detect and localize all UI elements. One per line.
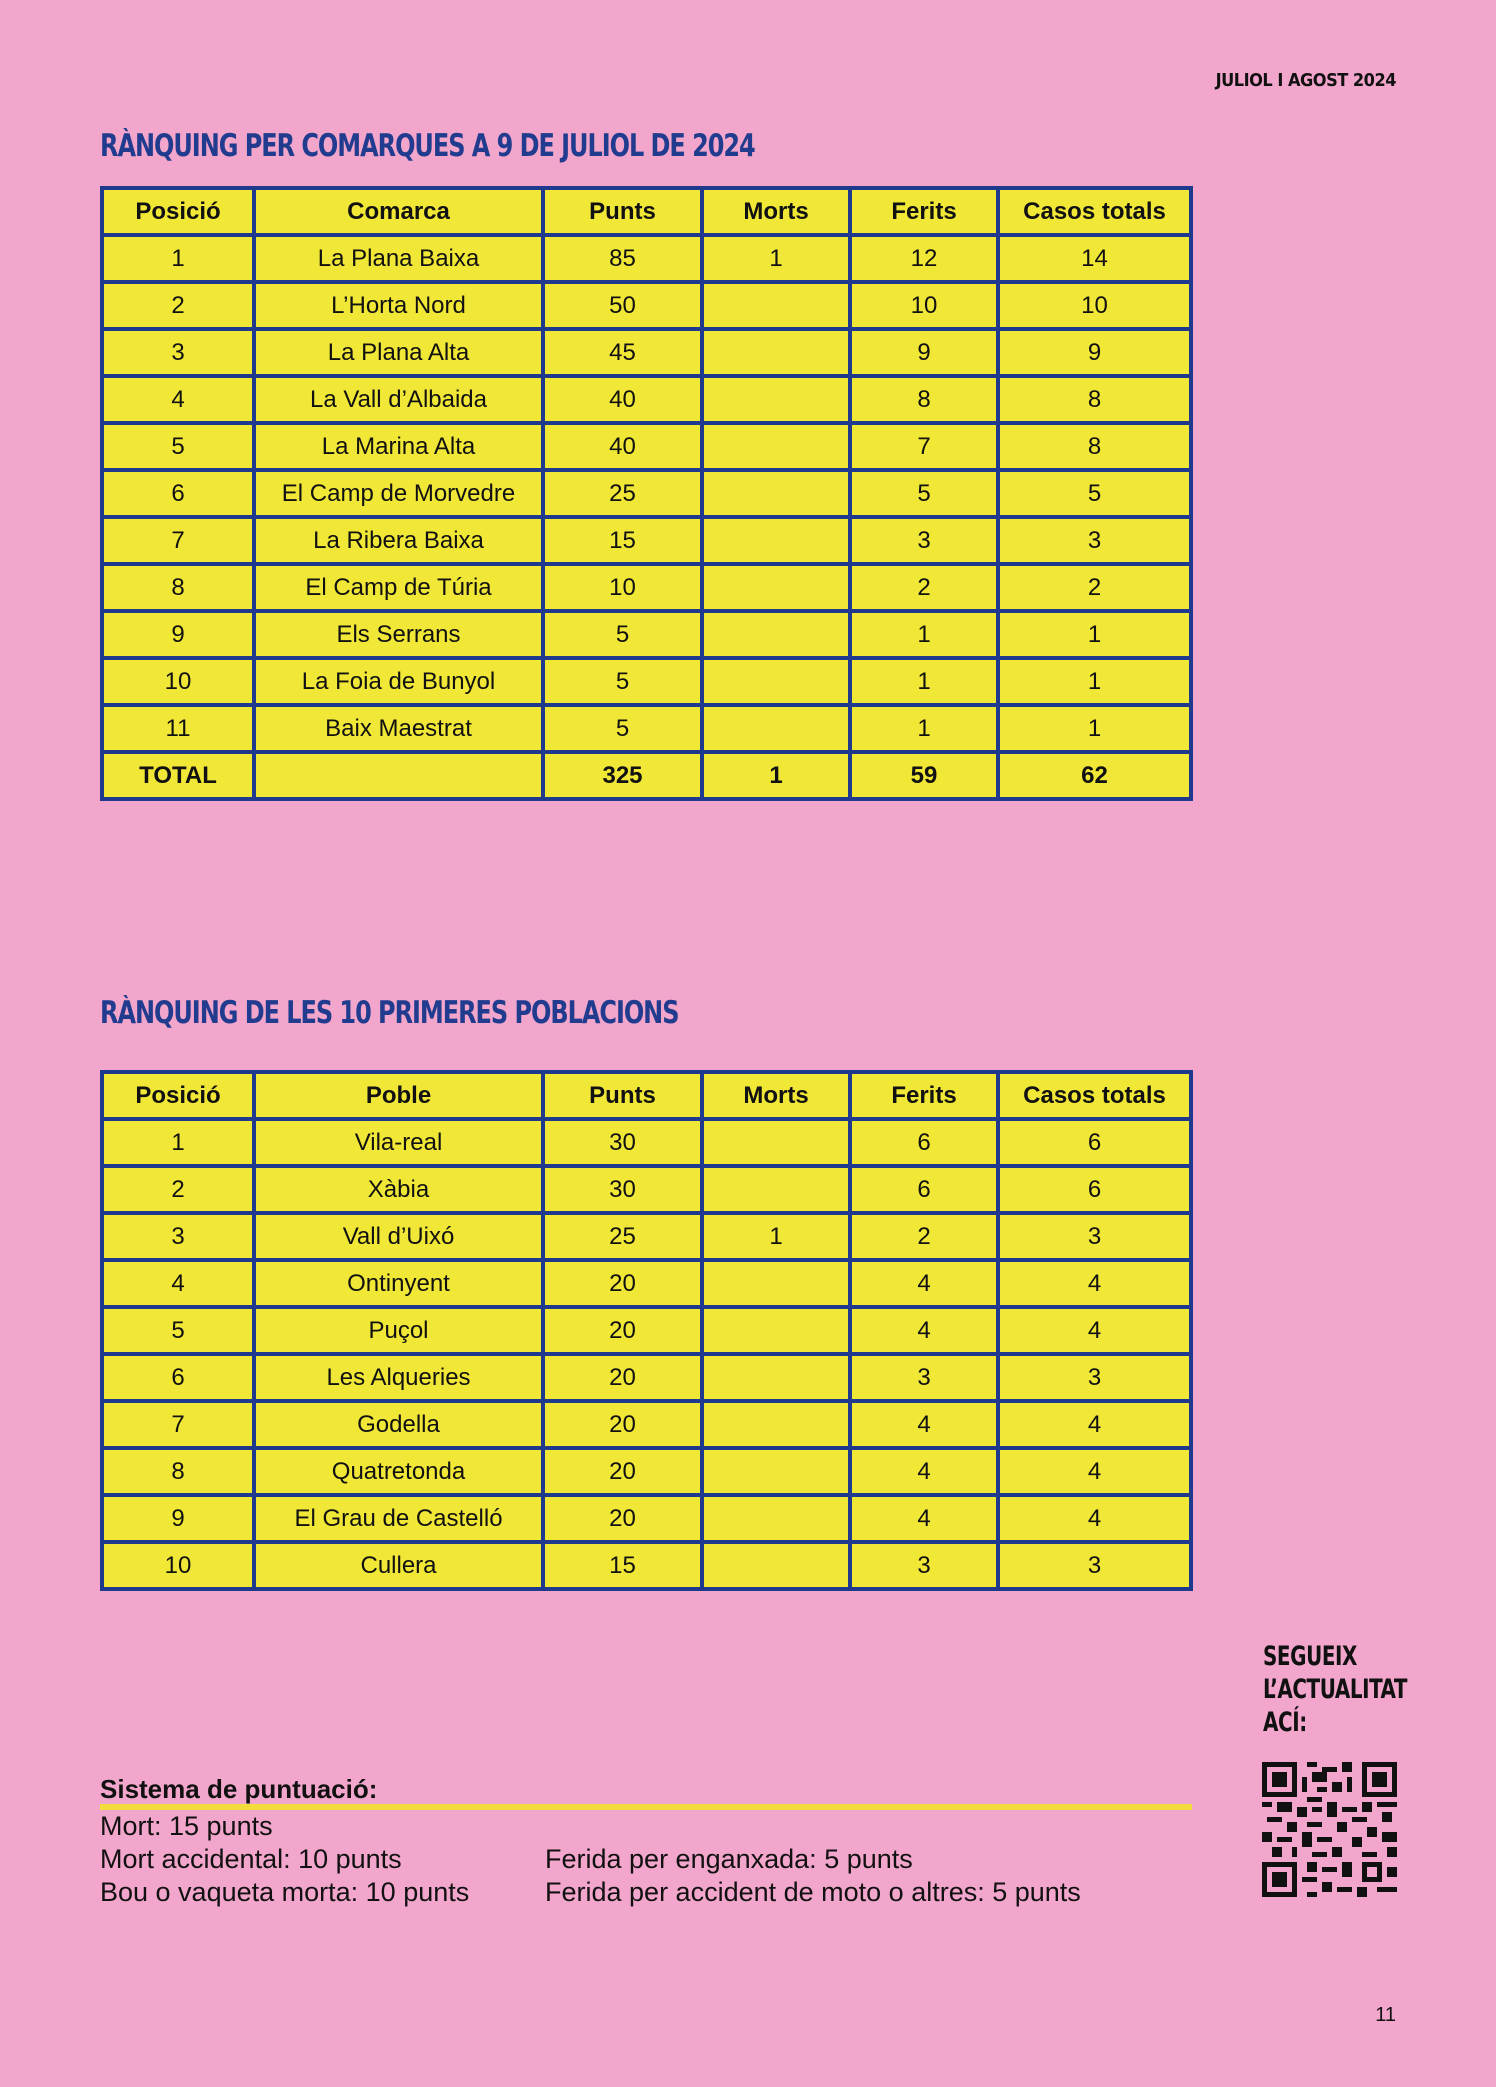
county-ranking-table: [100, 186, 1193, 801]
follow-news-label: SEGUEIX L’ACTUALITAT ACÍ:: [1263, 1641, 1408, 1738]
table-cell: La Plana Alta: [256, 331, 541, 374]
page-number: 11: [1375, 2004, 1396, 2026]
table-cell: Les Alqueries: [256, 1356, 541, 1399]
column-header: Poble: [256, 1074, 541, 1117]
table-cell: 4: [104, 1262, 252, 1305]
table-row: [104, 284, 1189, 327]
table-cell: 3: [104, 1215, 252, 1258]
table-header-row: [104, 1074, 1189, 1117]
table-cell: 3: [852, 1356, 996, 1399]
table-cell: Els Serrans: [256, 613, 541, 656]
table-cell: 20: [545, 1403, 700, 1446]
table-cell: [704, 331, 848, 374]
table-cell: 3: [1000, 519, 1189, 562]
table-row: [104, 237, 1189, 280]
table-cell: 3: [1000, 1544, 1189, 1587]
table-cell: 7: [104, 519, 252, 562]
table-cell: [704, 1450, 848, 1493]
table-cell: 11: [104, 707, 252, 750]
table-cell: 9: [1000, 331, 1189, 374]
scoring-item: Mort: 15 punts: [100, 1811, 273, 1841]
table-cell: Xàbia: [256, 1168, 541, 1211]
scoring-item: Mort accidental: 10 punts: [100, 1844, 402, 1874]
table-cell: 1: [1000, 707, 1189, 750]
table-cell: 3: [852, 1544, 996, 1587]
scoring-item: Ferida per enganxada: 5 punts: [545, 1844, 913, 1874]
table-cell: 10: [852, 284, 996, 327]
table-cell: La Ribera Baixa: [256, 519, 541, 562]
column-header: Morts: [704, 1074, 848, 1117]
table-cell: [704, 1262, 848, 1305]
table-cell: 14: [1000, 237, 1189, 280]
table-cell: 4: [852, 1309, 996, 1352]
table-cell: [704, 707, 848, 750]
table-cell: 20: [545, 1497, 700, 1540]
scoring-item: Ferida per accident de moto o altres: 5 punts: [545, 1877, 1081, 1907]
table-row: [104, 1262, 1189, 1305]
table-row: [104, 378, 1189, 421]
table-cell: 5: [545, 660, 700, 703]
table-cell: La Plana Baixa: [256, 237, 541, 280]
table-cell: 30: [545, 1121, 700, 1164]
scoring-item: Bou o vaqueta morta: 10 punts: [100, 1877, 470, 1907]
table-cell: 8: [852, 378, 996, 421]
table-cell: La Marina Alta: [256, 425, 541, 468]
table-cell: [704, 1403, 848, 1446]
table-cell: 20: [545, 1356, 700, 1399]
table-cell: 8: [104, 566, 252, 609]
table-cell: Quatretonda: [256, 1450, 541, 1493]
table-cell: 6: [1000, 1121, 1189, 1164]
total-cell: TOTAL: [104, 754, 252, 797]
table2-title: RÀNQUING DE LES 10 PRIMERES POBLACIONS: [100, 995, 679, 1031]
scoring-left-column: [100, 1810, 469, 1909]
table-cell: 1: [852, 660, 996, 703]
table-cell: 2: [1000, 566, 1189, 609]
table-cell: 6: [852, 1121, 996, 1164]
total-cell: 62: [1000, 754, 1189, 797]
table-cell: L’Horta Nord: [256, 284, 541, 327]
scoring-right-column: [545, 1843, 1081, 1909]
table-cell: Godella: [256, 1403, 541, 1446]
table-row: [104, 1544, 1189, 1587]
table-cell: 4: [1000, 1403, 1189, 1446]
table-row: [104, 613, 1189, 656]
table-row: [104, 1309, 1189, 1352]
table-cell: [704, 472, 848, 515]
table-row: [104, 519, 1189, 562]
table-cell: 4: [1000, 1262, 1189, 1305]
table-row: [104, 660, 1189, 703]
column-header: Casos totals: [1000, 1074, 1189, 1117]
table-cell: 15: [545, 519, 700, 562]
table-cell: 2: [852, 566, 996, 609]
table-cell: [704, 425, 848, 468]
table-cell: [704, 284, 848, 327]
table-cell: 4: [852, 1262, 996, 1305]
table-cell: 4: [852, 1403, 996, 1446]
table-cell: [704, 378, 848, 421]
table-cell: La Vall d’Albaida: [256, 378, 541, 421]
town-ranking-table: [100, 1070, 1193, 1591]
qr-code-icon[interactable]: [1262, 1762, 1397, 1897]
column-header: Posició: [104, 190, 252, 233]
table-cell: [704, 1356, 848, 1399]
table-cell: 10: [104, 660, 252, 703]
table-cell: 5: [545, 707, 700, 750]
table-cell: 15: [545, 1544, 700, 1587]
table-cell: 7: [104, 1403, 252, 1446]
table-cell: El Grau de Castelló: [256, 1497, 541, 1540]
table-cell: 3: [852, 519, 996, 562]
issue-date: JULIOL I AGOST 2024: [1215, 70, 1396, 91]
table-cell: 40: [545, 425, 700, 468]
column-header: Morts: [704, 190, 848, 233]
total-cell: 59: [852, 754, 996, 797]
column-header: Punts: [545, 190, 700, 233]
table-cell: 20: [545, 1309, 700, 1352]
table1-title: RÀNQUING PER COMARQUES A 9 DE JULIOL DE 2024: [100, 128, 755, 164]
table-cell: 5: [545, 613, 700, 656]
table-header-row: [104, 190, 1189, 233]
total-cell: 325: [545, 754, 700, 797]
table-cell: 20: [545, 1262, 700, 1305]
table-cell: El Camp de Morvedre: [256, 472, 541, 515]
table-row: [104, 707, 1189, 750]
table-cell: [704, 566, 848, 609]
table-row: [104, 1356, 1189, 1399]
table-cell: [704, 613, 848, 656]
table-row: [104, 472, 1189, 515]
table-cell: 1: [1000, 660, 1189, 703]
total-cell: 1: [704, 754, 848, 797]
table-cell: 30: [545, 1168, 700, 1211]
table-cell: 9: [104, 1497, 252, 1540]
table-cell: 9: [852, 331, 996, 374]
table-cell: [704, 1121, 848, 1164]
table-cell: 25: [545, 472, 700, 515]
table-cell: 6: [104, 472, 252, 515]
table-cell: [704, 1309, 848, 1352]
table-cell: 1: [852, 613, 996, 656]
scoring-system: [100, 1774, 1200, 1907]
table-cell: 5: [104, 425, 252, 468]
table-cell: 20: [545, 1450, 700, 1493]
table-cell: 1: [852, 707, 996, 750]
table-cell: 4: [852, 1497, 996, 1540]
table-cell: 3: [1000, 1215, 1189, 1258]
table-cell: 6: [1000, 1168, 1189, 1211]
table-cell: 6: [852, 1168, 996, 1211]
table-cell: Vall d’Uixó: [256, 1215, 541, 1258]
table-cell: 2: [104, 284, 252, 327]
table-cell: 85: [545, 237, 700, 280]
table-cell: Ontinyent: [256, 1262, 541, 1305]
table-cell: 1: [1000, 613, 1189, 656]
table-cell: 8: [104, 1450, 252, 1493]
total-cell: [256, 754, 541, 797]
table-cell: 4: [1000, 1450, 1189, 1493]
table-cell: [704, 1544, 848, 1587]
table-cell: 4: [104, 378, 252, 421]
column-header: Punts: [545, 1074, 700, 1117]
column-header: Posició: [104, 1074, 252, 1117]
table-cell: 4: [852, 1450, 996, 1493]
table-cell: 9: [104, 613, 252, 656]
table-cell: [704, 1168, 848, 1211]
table-cell: 5: [852, 472, 996, 515]
column-header: Comarca: [256, 190, 541, 233]
table-cell: El Camp de Túria: [256, 566, 541, 609]
table-row: [104, 1497, 1189, 1540]
scoring-title: Sistema de puntuació:: [100, 1774, 1192, 1810]
table-row: [104, 566, 1189, 609]
table-cell: 10: [1000, 284, 1189, 327]
table-row: [104, 1215, 1189, 1258]
table-cell: 1: [704, 1215, 848, 1258]
table-cell: 1: [104, 1121, 252, 1164]
table-row: [104, 1168, 1189, 1211]
table-cell: 8: [1000, 425, 1189, 468]
table-cell: [704, 1497, 848, 1540]
table-cell: 3: [104, 331, 252, 374]
table-row: [104, 331, 1189, 374]
table-cell: Baix Maestrat: [256, 707, 541, 750]
table-cell: [704, 660, 848, 703]
table-cell: Cullera: [256, 1544, 541, 1587]
table-cell: [704, 519, 848, 562]
total-row: [104, 754, 1189, 797]
table-cell: Vila-real: [256, 1121, 541, 1164]
table-cell: 45: [545, 331, 700, 374]
table-cell: 6: [104, 1356, 252, 1399]
table-cell: 3: [1000, 1356, 1189, 1399]
table-row: [104, 1450, 1189, 1493]
table-cell: 5: [1000, 472, 1189, 515]
table-cell: 4: [1000, 1309, 1189, 1352]
table-row: [104, 1121, 1189, 1164]
table-cell: 40: [545, 378, 700, 421]
table-cell: 5: [104, 1309, 252, 1352]
table-cell: Puçol: [256, 1309, 541, 1352]
table-cell: 4: [1000, 1497, 1189, 1540]
table-cell: 1: [704, 237, 848, 280]
table-cell: 2: [852, 1215, 996, 1258]
column-header: Casos totals: [1000, 190, 1189, 233]
table-cell: 1: [104, 237, 252, 280]
table-cell: 8: [1000, 378, 1189, 421]
table-cell: 10: [104, 1544, 252, 1587]
table-row: [104, 425, 1189, 468]
table-cell: La Foia de Bunyol: [256, 660, 541, 703]
table-row: [104, 1403, 1189, 1446]
table-cell: 12: [852, 237, 996, 280]
column-header: Ferits: [852, 190, 996, 233]
column-header: Ferits: [852, 1074, 996, 1117]
table-cell: 50: [545, 284, 700, 327]
table-cell: 2: [104, 1168, 252, 1211]
table-cell: 25: [545, 1215, 700, 1258]
table-cell: 7: [852, 425, 996, 468]
table-cell: 10: [545, 566, 700, 609]
